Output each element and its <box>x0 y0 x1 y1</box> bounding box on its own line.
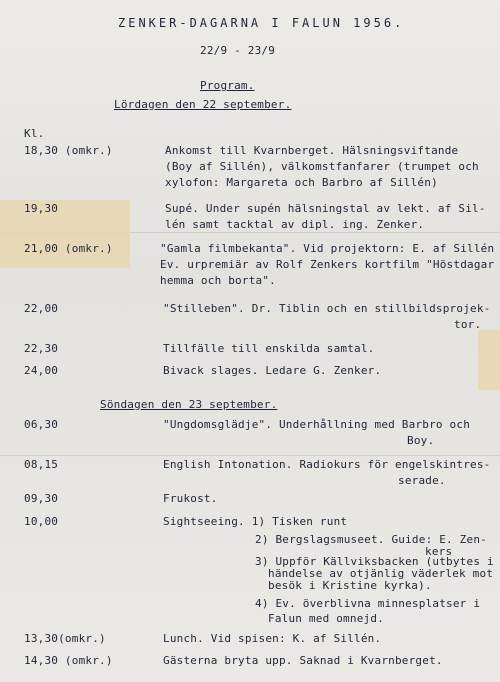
entry-line: 2) Bergslagsmuseet. Guide: E. Zen- <box>255 533 487 546</box>
entry-line: 3) Uppför Källviksbacken (utbytes i <box>255 555 494 568</box>
fold-line <box>0 455 500 456</box>
time-label: 08,15 <box>24 458 59 471</box>
document-dates: 22/9 - 23/9 <box>200 44 276 57</box>
entry-line: Gästerna bryta upp. Saknad i Kvarnberget. <box>163 654 443 667</box>
entry-line: English Intonation. Radiokurs för engelskintres- <box>163 458 491 471</box>
time-label: 13,30(omkr.) <box>24 632 106 645</box>
entry-line: Ankomst till Kvarnberget. Hälsningsviftande <box>165 144 459 157</box>
time-label: 10,00 <box>24 515 59 528</box>
tape-strip <box>0 200 130 268</box>
entry-line: 4) Ev. överblivna minnesplatser i <box>255 597 481 610</box>
entry-line: xylofon: Margareta och Barbro af Sillén) <box>165 176 438 189</box>
tape-strip <box>478 330 500 390</box>
entry-line: (Boy af Sillén), välkomstfanfarer (trumpet och <box>165 160 479 173</box>
entry-line: Lunch. Vid spisen: K. af Sillén. <box>163 632 382 645</box>
entry-line: Falun med omnejd. <box>268 612 384 625</box>
entry-line: "Gamla filmbekanta". Vid projektorn: E. af Sillén <box>160 242 495 255</box>
entry-line: Frukost. <box>163 492 218 505</box>
entry-line: "Ungdomsglädje". Underhållning med Barbro och <box>163 418 471 431</box>
entry-line: hemma och borta". <box>160 274 276 287</box>
program-heading: Program. <box>200 79 255 92</box>
entry-line: Ev. urpremiär av Rolf Zenkers kortfilm "Höstdagar <box>160 258 495 271</box>
time-label: 06,30 <box>24 418 59 431</box>
document-title: ZENKER-DAGARNA I FALUN 1956. <box>118 16 405 30</box>
time-label: 24,00 <box>24 364 59 377</box>
entry-line: besök i Kristine kyrka). <box>268 579 432 592</box>
entry-line: "Stilleben". Dr. Tiblin och en stillbildsprojek- <box>163 302 491 315</box>
entry-line: Sightseeing. 1) Tisken runt <box>163 515 348 528</box>
time-label: 09,30 <box>24 492 59 505</box>
time-label: 18,30 (omkr.) <box>24 144 113 157</box>
time-label: 21,00 (omkr.) <box>24 242 113 255</box>
time-label: 14,30 (omkr.) <box>24 654 113 667</box>
sunday-heading: Söndagen den 23 september. <box>100 398 278 411</box>
entry-line: Bivack slages. Ledare G. Zenker. <box>163 364 382 377</box>
entry-line: Supé. Under supén hälsningstal av lekt. af Sil- <box>165 202 486 215</box>
entry-line: Tillfälle till enskilda samtal. <box>163 342 375 355</box>
kl-label: Kl. <box>24 127 45 140</box>
time-label: 22,30 <box>24 342 59 355</box>
time-label: 19,30 <box>24 202 59 215</box>
entry-line: lén samt tacktal av dipl. ing. Zenker. <box>165 218 425 231</box>
entry-line: tor. <box>454 318 482 331</box>
entry-line: serade. <box>398 474 446 487</box>
time-label: 22,00 <box>24 302 59 315</box>
saturday-heading: Lördagen den 22 september. <box>114 98 292 111</box>
entry-line: Boy. <box>407 434 435 447</box>
entry-line: händelse av otjänlig väderlek mot <box>268 567 494 580</box>
entry-line: kers <box>425 545 453 558</box>
